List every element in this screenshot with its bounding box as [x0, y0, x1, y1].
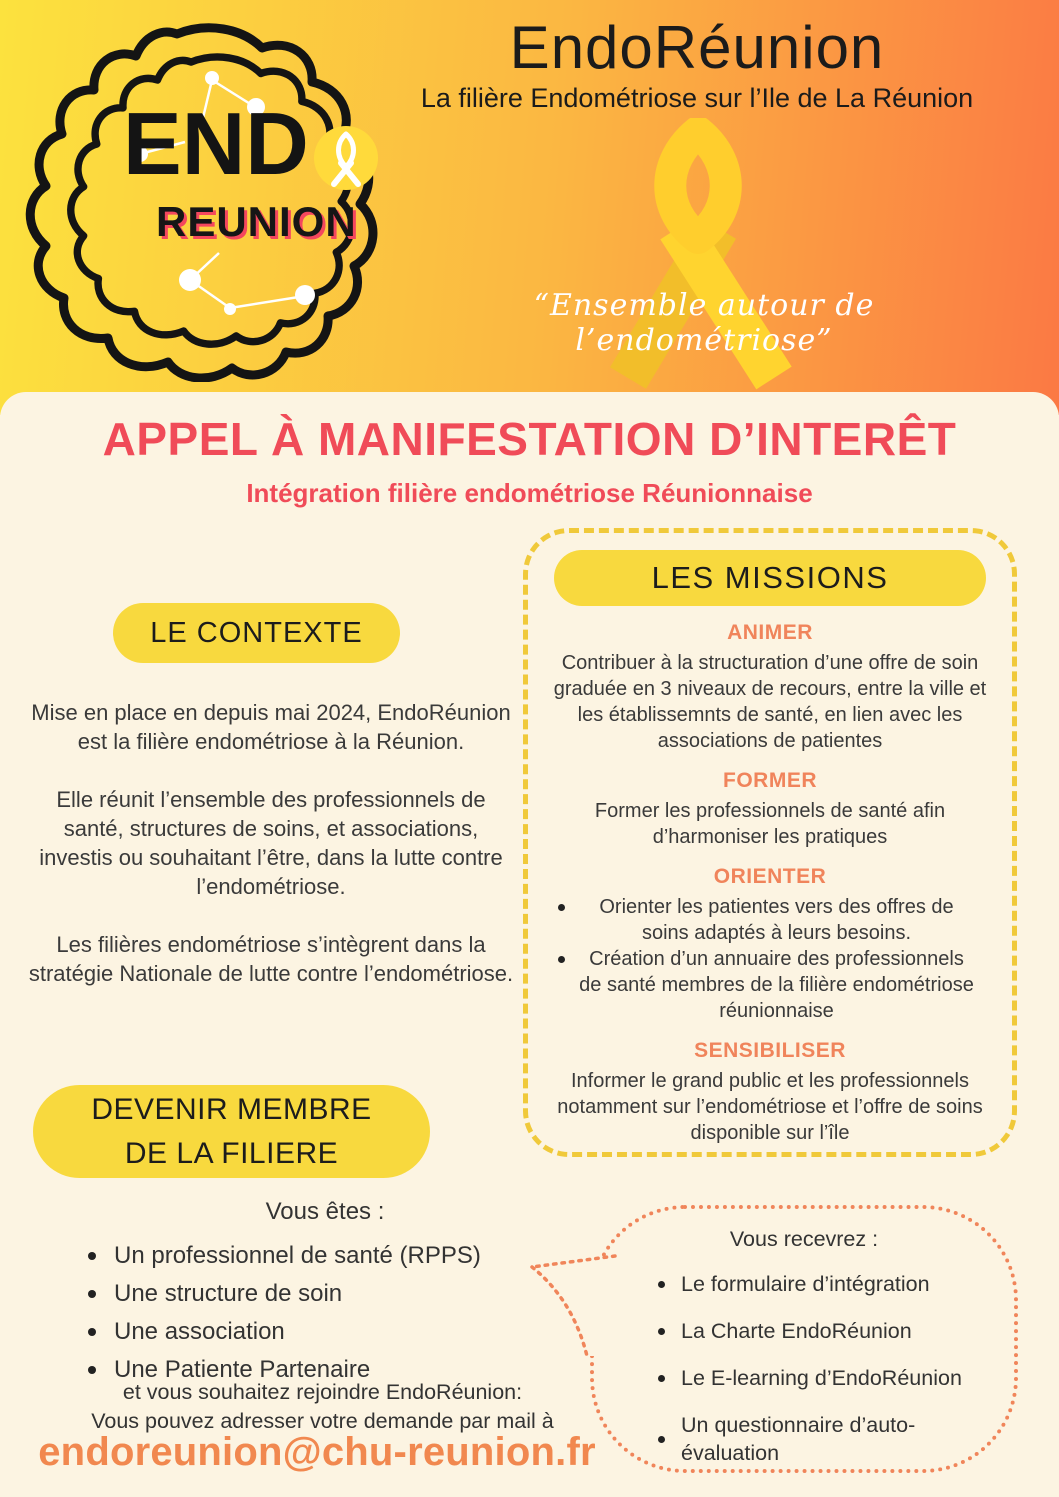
mission-text-animer: Contribuer à la structuration d’une offre de soin graduée en 3 niveaux de recours, entre la ville et les établissemnts de santé, en lien avec les associations de patientes — [553, 652, 987, 752]
membership-intro: Vous êtes : — [265, 1198, 385, 1225]
mission-title-sensibiliser: SENSIBILISER — [694, 1039, 846, 1062]
mission-title-orienter: ORIENTER — [713, 865, 827, 888]
mission-bullets-orienter — [544, 894, 996, 1024]
receive-panel — [590, 1205, 1018, 1473]
bullet-dot-icon — [558, 956, 565, 963]
membership-heading-line1: DEVENIR MEMBRE — [91, 1093, 372, 1126]
membership-heading-line2: DE LA FILIERE — [124, 1136, 339, 1170]
logo-text-reunion: REUNION — [156, 198, 357, 245]
list-item: Le formulaire d’intégration — [658, 1271, 1004, 1299]
bullet-dot-icon — [658, 1281, 665, 1288]
context-heading: LE CONTEXTE — [150, 616, 363, 649]
bullet-dot-icon — [558, 904, 565, 911]
missions-content — [528, 621, 1012, 1146]
logo-endoreunion — [22, 12, 387, 382]
main-title: APPEL À MANIFESTATION D’INTERÊT — [102, 413, 957, 465]
membership-outro — [30, 1378, 615, 1436]
bullet-dot-icon — [88, 1290, 96, 1298]
bullet-dot-icon — [658, 1436, 665, 1443]
bubble-tail-icon — [527, 1248, 619, 1360]
context-paragraph: Mise en place en depuis mai 2024, EndoRéunion est la filière endométriose à la Réunion. — [31, 700, 511, 755]
context-paragraph: Elle réunit l’ensemble des professionnels de santé, structures de soins, et associations, investis ou souhaitant l’être, dans la lutte contre l’endométriose. — [39, 787, 503, 900]
list-item: Création d’un annuaire des professionnels de santé membres de la filière endométriose réunionnaise — [544, 946, 996, 1024]
list-item: Un questionnaire d’auto-évaluation — [658, 1412, 1004, 1468]
ribbon-icon — [314, 126, 378, 190]
logo-text-end: END — [123, 94, 309, 193]
membership-heading-pill — [33, 1085, 430, 1178]
bullet-dot-icon — [88, 1328, 96, 1336]
missions-heading: LES MISSIONS — [651, 560, 889, 595]
receive-list — [594, 1271, 1014, 1468]
header-text — [382, 16, 1012, 114]
context-heading-pill — [113, 603, 400, 663]
mission-title-animer: ANIMER — [727, 621, 813, 644]
receive-heading: Vous recevrez : — [729, 1227, 879, 1251]
list-item: Le E-learning d’EndoRéunion — [658, 1365, 1004, 1393]
contact-email-link[interactable]: endoreunion@chu-reunion.fr — [38, 1430, 596, 1474]
tagline: “Ensemble autour de l’endométriose” — [533, 288, 875, 358]
missions-panel — [523, 528, 1017, 1157]
mission-text-former: Former les professionnels de santé afin d’harmoniser les pratiques — [594, 800, 946, 848]
list-item: Une structure de soin — [88, 1280, 481, 1308]
list-item: Orienter les patientes vers des offres de soins adaptés à leurs besoins. — [544, 894, 996, 946]
bullet-dot-icon — [88, 1252, 96, 1260]
mission-text-sensibiliser: Informer le grand public et les professionnels notamment sur l’endométriose et l’offre de soins disponible sur l’île — [557, 1070, 983, 1144]
list-item: Un professionnel de santé (RPPS) — [88, 1242, 481, 1270]
header-banner — [0, 0, 1059, 415]
list-item: Une association — [88, 1318, 481, 1346]
logo-island-blob — [22, 12, 387, 382]
list-item: La Charte EndoRéunion — [658, 1318, 1004, 1346]
context-paragraph: Les filières endométriose s’intègrent dans la stratégie Nationale de lutte contre l’endométriose. — [28, 932, 514, 987]
context-text — [25, 698, 517, 1017]
membership-list — [88, 1242, 481, 1394]
list-item: Une Patiente Partenaire — [88, 1356, 481, 1384]
missions-heading-pill — [554, 550, 986, 606]
bullet-dot-icon — [88, 1366, 96, 1374]
bullet-dot-icon — [658, 1328, 665, 1335]
membership-outro-line2: Vous pouvez adresser votre demande par mail à — [91, 1409, 554, 1434]
page-subtitle: La filière Endométriose sur l’Ile de La Réunion — [420, 83, 974, 113]
main-subtitle: Intégration filière endométriose Réunionnaise — [246, 478, 813, 508]
mission-title-former: FORMER — [723, 769, 817, 792]
bullet-dot-icon — [658, 1375, 665, 1382]
page-title: EndoRéunion — [509, 14, 885, 81]
membership-outro-line1: et vous souhaitez rejoindre EndoRéunion: — [122, 1380, 523, 1404]
